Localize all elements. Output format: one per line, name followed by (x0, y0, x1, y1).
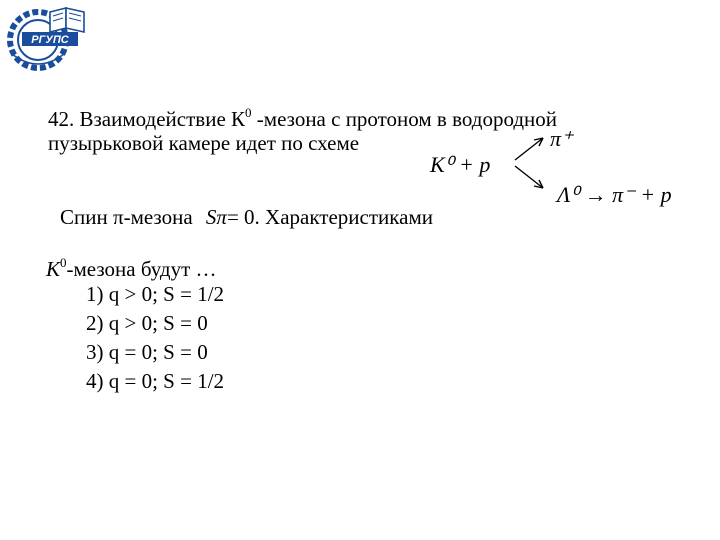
reaction-scheme (415, 110, 715, 220)
answer-option-4[interactable]: 4) q = 0; S = 1/2 (86, 369, 225, 393)
answer-option-1[interactable]: 1) q > 0; S = 1/2 (86, 282, 225, 306)
answer-option-3[interactable]: 3) q = 0; S = 0 (86, 340, 208, 364)
spin-line (60, 204, 433, 230)
scheme-branch-bottom: Λ⁰ → π⁻ + p (557, 182, 672, 207)
spin-prefix: Спин π-мезона (60, 205, 193, 229)
k-symbol: K (46, 257, 61, 281)
university-logo (2, 2, 98, 74)
answer-option-2[interactable]: 2) q > 0; S = 0 (86, 311, 208, 335)
k-meson-line (46, 250, 217, 282)
question-line-2: пузырьковой камере идет по схеме (48, 131, 360, 155)
scheme-branch-top: π⁺ (550, 126, 573, 151)
question-suffix: -мезона с протоном в водородной (251, 107, 558, 131)
spin-symbol: Sπ (205, 205, 227, 229)
logo-text: РГУПС (31, 34, 69, 46)
scheme-initial: K⁰ + p (430, 152, 491, 177)
question-prefix: 42. Взаимодействие К (48, 107, 246, 131)
answer-list (86, 280, 224, 396)
spin-suffix: = 0. Характеристиками (226, 205, 433, 229)
k-text: -мезона будут … (66, 257, 217, 281)
k-sup: 0 (60, 255, 67, 270)
question-sup: 0 (245, 105, 252, 120)
